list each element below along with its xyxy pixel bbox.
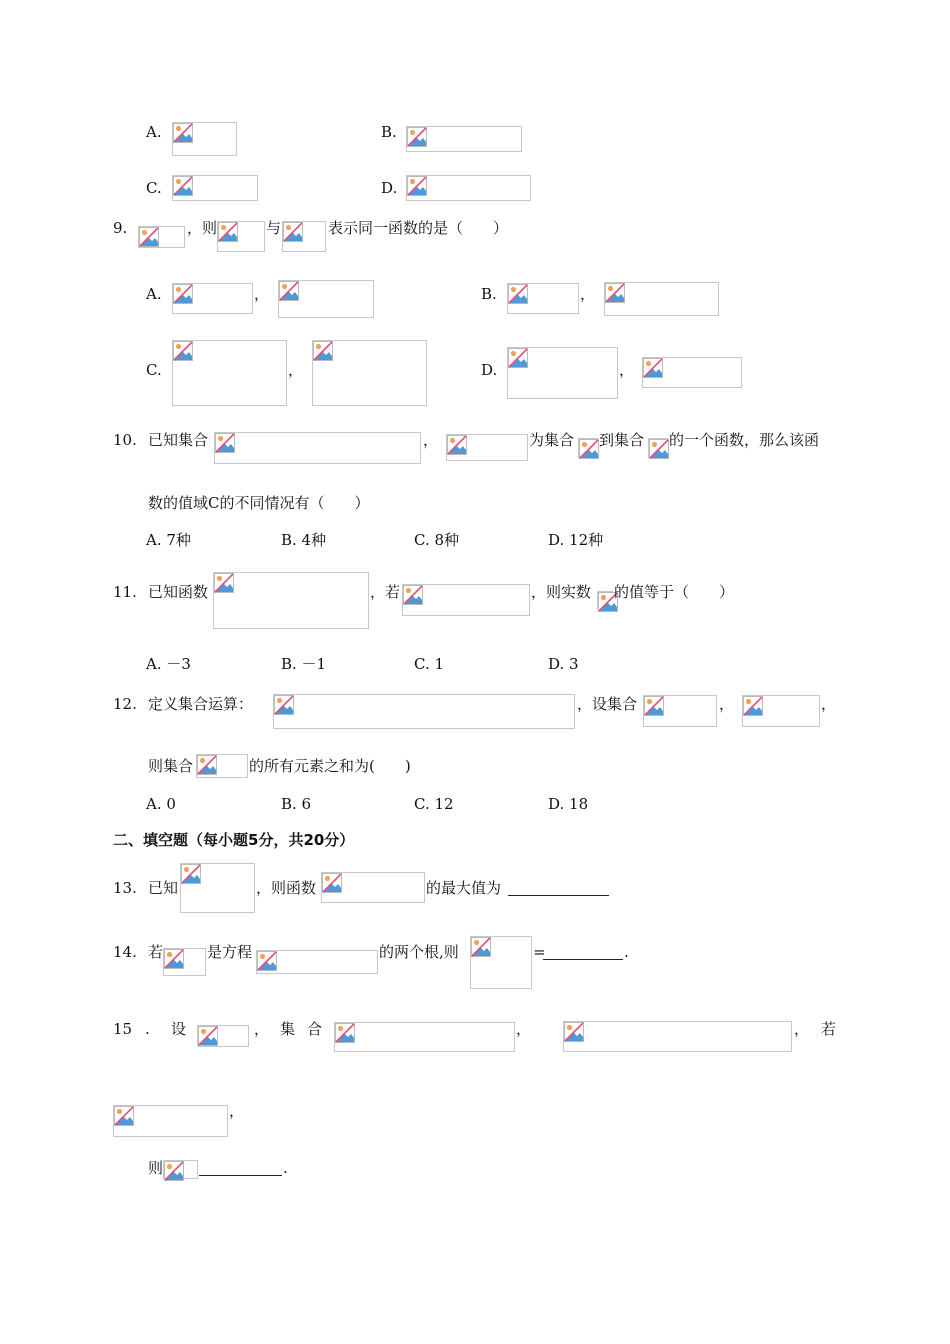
broken-image-icon bbox=[173, 284, 193, 304]
formula-image bbox=[643, 695, 717, 727]
q12-option-c: C. 12 bbox=[414, 795, 454, 813]
q12-option-a: A. 0 bbox=[146, 795, 176, 813]
broken-image-icon bbox=[407, 176, 427, 196]
q11-option-b: B. －1 bbox=[281, 655, 327, 673]
broken-image-icon bbox=[564, 1022, 584, 1042]
q12-option-d: D. 18 bbox=[548, 795, 589, 813]
q12-text: ，设集合 bbox=[577, 695, 638, 713]
formula-image bbox=[507, 283, 579, 314]
q9-option-c-label: C. bbox=[146, 361, 162, 379]
answer-blank[interactable] bbox=[508, 895, 609, 896]
broken-image-icon bbox=[508, 348, 528, 368]
formula-image bbox=[113, 1105, 228, 1137]
formula-image bbox=[470, 936, 532, 989]
q15-dot: . bbox=[145, 1020, 150, 1038]
broken-image-icon bbox=[508, 284, 528, 304]
q14-text: 的两个根,则 bbox=[379, 943, 459, 961]
q10-text: 已知集合 bbox=[148, 431, 209, 449]
formula-image bbox=[642, 357, 742, 388]
formula-image bbox=[138, 226, 185, 248]
formula-image bbox=[180, 863, 255, 913]
q11-number: 11. bbox=[113, 583, 137, 601]
q15-text: 则 bbox=[148, 1159, 164, 1177]
q12-separator: ， bbox=[719, 695, 735, 713]
q12-text: 定义集合运算： bbox=[148, 695, 254, 713]
broken-image-icon bbox=[743, 696, 763, 716]
q11-text: ，若 bbox=[370, 583, 401, 601]
q10-text: 到集合 bbox=[599, 431, 645, 449]
q8-option-b-label: B. bbox=[381, 123, 397, 141]
q12-text-line2: 的所有元素之和为( ) bbox=[249, 757, 411, 775]
formula-image bbox=[321, 872, 425, 903]
formula-image bbox=[597, 591, 613, 609]
broken-image-icon bbox=[173, 123, 193, 143]
q11-option-a: A. －3 bbox=[146, 655, 191, 673]
q12-option-b: B. 6 bbox=[281, 795, 312, 813]
q9-separator: ， bbox=[619, 361, 635, 379]
formula-image bbox=[334, 1022, 515, 1052]
q10-text: 为集合 bbox=[529, 431, 575, 449]
formula-image bbox=[406, 175, 531, 201]
formula-image bbox=[312, 340, 427, 406]
q15-text: 若 bbox=[821, 1020, 837, 1038]
broken-image-icon bbox=[279, 281, 299, 301]
formula-image bbox=[402, 584, 530, 616]
broken-image-icon bbox=[274, 695, 294, 715]
q9-separator: ， bbox=[288, 361, 304, 379]
broken-image-icon bbox=[283, 222, 303, 242]
broken-image-icon bbox=[164, 1161, 184, 1181]
broken-image-icon bbox=[649, 439, 669, 459]
q13-text: ，则函数 bbox=[256, 879, 317, 897]
formula-image bbox=[278, 280, 374, 318]
q8-option-d-label: D. bbox=[381, 179, 398, 197]
q15-end: . bbox=[283, 1159, 288, 1177]
q11-text: 的值等于（ ） bbox=[614, 583, 735, 601]
q9-separator: ， bbox=[580, 285, 596, 303]
q8-option-a-label: A. bbox=[146, 123, 162, 141]
broken-image-icon bbox=[164, 949, 184, 969]
q10-option-a: A. 7种 bbox=[146, 531, 191, 549]
broken-image-icon bbox=[471, 937, 491, 957]
formula-image bbox=[217, 221, 265, 252]
broken-image-icon bbox=[447, 435, 467, 455]
broken-image-icon bbox=[114, 1106, 134, 1126]
formula-image bbox=[406, 126, 522, 152]
answer-blank[interactable] bbox=[543, 959, 623, 960]
broken-image-icon bbox=[335, 1023, 355, 1043]
q15-separator: ， bbox=[254, 1020, 270, 1038]
broken-image-icon bbox=[197, 755, 217, 775]
q11-option-c: C. 1 bbox=[414, 655, 445, 673]
q10-separator: ， bbox=[423, 431, 439, 449]
q9-separator: ， bbox=[254, 285, 270, 303]
q15-text: 合 bbox=[307, 1020, 323, 1038]
broken-image-icon bbox=[644, 696, 664, 716]
q11-text: ，则实数 bbox=[531, 583, 592, 601]
formula-image bbox=[648, 438, 668, 458]
q14-equals: = bbox=[533, 943, 546, 961]
broken-image-icon bbox=[198, 1026, 218, 1046]
broken-image-icon bbox=[181, 864, 201, 884]
q14-text: 是方程 bbox=[207, 943, 253, 961]
formula-image bbox=[214, 432, 421, 464]
q12-number: 12. bbox=[113, 695, 137, 713]
formula-image bbox=[282, 221, 326, 252]
formula-image bbox=[578, 438, 598, 458]
q9-text: 与 bbox=[266, 219, 282, 237]
formula-image bbox=[163, 1160, 198, 1179]
q14-end: . bbox=[624, 943, 629, 961]
formula-image bbox=[273, 694, 575, 729]
formula-image bbox=[172, 340, 287, 406]
formula-image bbox=[604, 282, 719, 316]
q10-option-b: B. 4种 bbox=[281, 531, 327, 549]
broken-image-icon bbox=[605, 283, 625, 303]
q9-option-b-label: B. bbox=[481, 285, 497, 303]
q11-text: 已知函数 bbox=[148, 583, 209, 601]
formula-image bbox=[213, 572, 369, 629]
q14-text: 若 bbox=[148, 943, 164, 961]
broken-image-icon bbox=[403, 585, 423, 605]
q15-separator: ， bbox=[516, 1020, 532, 1038]
formula-image bbox=[197, 1025, 249, 1047]
q9-option-d-label: D. bbox=[481, 361, 498, 379]
q14-number: 14. bbox=[113, 943, 137, 961]
formula-image bbox=[446, 434, 528, 461]
broken-image-icon bbox=[215, 433, 235, 453]
q8-option-c-label: C. bbox=[146, 179, 162, 197]
broken-image-icon bbox=[313, 341, 333, 361]
broken-image-icon bbox=[173, 341, 193, 361]
q10-text: 的一个函数，那么该函 bbox=[669, 431, 820, 449]
q10-option-c: C. 8种 bbox=[414, 531, 460, 549]
q10-text-line2: 数的值域C的不同情况有（ ） bbox=[148, 494, 370, 512]
section-heading: 二、填空题（每小题5分，共20分） bbox=[113, 831, 355, 849]
formula-image bbox=[163, 948, 206, 976]
formula-image bbox=[742, 695, 820, 727]
formula-image bbox=[507, 347, 618, 399]
q15-text: 设 bbox=[171, 1020, 187, 1038]
broken-image-icon bbox=[257, 951, 277, 971]
broken-image-icon bbox=[322, 873, 342, 893]
q10-number: 10. bbox=[113, 431, 137, 449]
q11-option-d: D. 3 bbox=[548, 655, 579, 673]
q9-text: 表示同一函数的是（ ） bbox=[328, 219, 509, 237]
q15-text: 集 bbox=[280, 1020, 296, 1038]
q10-option-d: D. 12种 bbox=[548, 531, 604, 549]
q13-text: 的最大值为 bbox=[426, 879, 502, 897]
broken-image-icon bbox=[218, 222, 238, 242]
formula-image bbox=[563, 1021, 792, 1052]
q13-number: 13. bbox=[113, 879, 137, 897]
q9-option-a-label: A. bbox=[146, 285, 162, 303]
broken-image-icon bbox=[139, 227, 159, 247]
broken-image-icon bbox=[579, 439, 599, 459]
broken-image-icon bbox=[173, 176, 193, 196]
q9-number: 9. bbox=[113, 219, 128, 237]
formula-image bbox=[256, 950, 378, 974]
q15-separator: ， bbox=[229, 1102, 245, 1120]
q13-text: 已知 bbox=[148, 879, 179, 897]
q12-text-line2: 则集合 bbox=[148, 757, 194, 775]
broken-image-icon bbox=[643, 358, 663, 378]
q15-separator: ， bbox=[794, 1020, 810, 1038]
q12-separator: ， bbox=[821, 695, 837, 713]
formula-image bbox=[196, 754, 248, 778]
broken-image-icon bbox=[214, 573, 234, 593]
formula-image bbox=[172, 283, 253, 314]
q15-number: 15 bbox=[113, 1020, 133, 1038]
q9-text: ，则 bbox=[187, 219, 218, 237]
broken-image-icon bbox=[407, 127, 427, 147]
answer-blank[interactable] bbox=[199, 1175, 282, 1176]
formula-image bbox=[172, 122, 237, 156]
formula-image bbox=[172, 175, 258, 201]
